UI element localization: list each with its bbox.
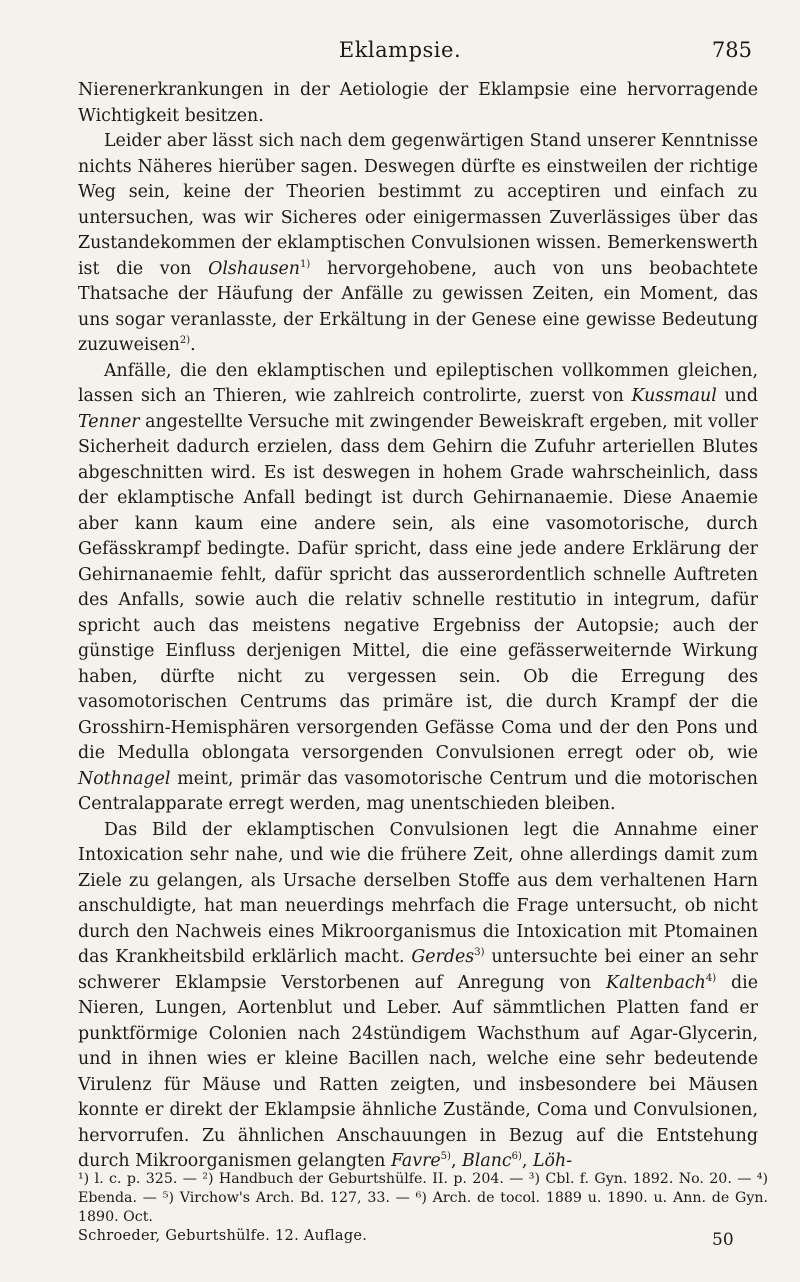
footnote-ref: 5) <box>440 1151 451 1163</box>
footnote-ref: 6) <box>511 1151 522 1163</box>
paragraph: Nierenerkrankungen in der Aetiologie der Eklampsie eine hervorragende Wichtigkeit besitzen. <box>78 80 758 126</box>
footnote-text: ¹) l. c. p. 325. — ²) Handbuch der Geburtshülfe. II. p. 204. — ³) Cbl. f. Gyn. 1892. No. 20. — ⁴) Ebenda. — ⁵) Virchow's Arch. Bd. 127, 33. — ⁶) Arch. de tocol. 1889 u. 1890. u. Ann. de Gyn. 1890. Oct. <box>78 1171 768 1225</box>
cited-author: Kussmaul <box>631 386 717 406</box>
page-header <box>0 38 800 68</box>
cited-author: Löh- <box>532 1151 573 1171</box>
paragraph: Leider aber lässt sich nach dem gegenwärtigen Stand unserer Kenntnisse nichts Näheres hierüber sagen. Deswegen dürfte es einstweilen der richtige Weg sein, keine der Theorien bestimmt zu acceptiren und einfach zu untersuchen, was wir Sicheres oder einigermassen Zuverlässiges über das Zustandekommen der eklamptischen Convulsionen wissen. Bemerkenswerth ist die von Olshausen$^{1)}$ hervorgehobene, auch von uns beobachtete Thatsache der Häufung der Anfälle zu gewissen Zeiten, ein Moment, das uns sogar veranlasste, der Erkältung in der Genese eine gewisse Bedeutung zuzuweisen$^{2)}$. <box>78 131 758 355</box>
running-title: Eklampsie. <box>338 38 462 62</box>
cited-author: Kaltenbach <box>605 972 706 993</box>
sheet-number: 50 <box>712 1230 734 1250</box>
book-series-line: Schroeder, Geburtshülfe. 12. Auflage. <box>78 1228 368 1244</box>
paragraph: Das Bild der eklamptischen Convulsionen legt die Annahme einer Intoxication sehr nahe, und wie die frühere Zeit, ohne allerdings damit zum Ziele zu gelangen, als Ursache derselben Stoffe aus dem verhaltenen Harn anschuldigte, hat man neuerdings mehrfach die Frage untersucht, ob nicht durch den Nachweis eines Mikroorganismus die Intoxication mit Ptomainen das Krankheitsbild erklärlich macht. Gerdes$^{3)}$ untersuchte bei einer an sehr schwerer Eklampsie Verstorbenen auf Anregung von Kaltenbach$^{4)}$ die Nieren, Lungen, Aortenblut und Leber. Auf sämmtlichen Platten fand er punktförmige Colonien nach 24stündigem Wachsthum auf Agar-Glycerin, und in ihnen wies er kleine Bacillen nach, welche eine sehr bedeutende Virulenz für Mäuse und Ratten zeigten, und insbesondere bei Mäusen konnte er direkt der Eklampsie ähnliche Zustände, Coma und Convulsionen, hervorrufen. Zu ähnlichen Anschauungen in Bezug auf die Entstehung durch Mikroorganismen gelangten Favre$^{5)}$, Blanc$^{6)}$, Löh- <box>78 819 759 1171</box>
cited-author: Favre <box>390 1151 441 1171</box>
cited-author: Blanc <box>462 1151 512 1171</box>
footnote-ref: 4) <box>705 972 717 984</box>
cited-author: Gerdes <box>411 947 475 967</box>
page-number: 785 <box>711 38 752 62</box>
cited-author: Olshausen <box>208 258 301 279</box>
footnote-ref: 3) <box>474 947 485 959</box>
footnotes <box>78 1170 768 1227</box>
cited-author: Nothnagel <box>78 768 171 789</box>
paragraph: Anfälle, die den eklamptischen und epileptischen vollkommen gleichen, lassen sich an Thieren, wie zahlreich controlirte, zuerst von Kussmaul und Tenner angestellte Versuche mit zwingender Beweiskraft ergeben, mit voller Sicherheit dadurch erzielen, dass dem Gehirn die Zufuhr arteriellen Blutes abgeschnitten wird. Es ist deswegen in hohem Grade wahrscheinlich, dass der eklamptische Anfall bedingt ist durch Gehirnanaemie. Diese Anaemie aber kann kaum eine andere sein, als eine vasomotorische, durch Gefässkrampf bedingte. Dafür spricht, dass eine jede andere Erklärung der Gehirnanaemie fehlt, dafür spricht das ausserordentlich schnelle Auftreten des Anfalls, sowie auch die relativ schnelle restitutio in integrum, dafür spricht auch das meistens negative Ergebniss der Autopsie; auch der günstige Einfluss derjenigen Mittel, die eine gefässerweiternde Wirkung haben, dürfte nicht zu vergessen sein. Ob die Erregung des vasomotorischen Centrums das primäre ist, die durch Krampf der die Grosshirn-Hemisphären versorgenden Gefässe Coma und der den Pons und die Medulla oblongata versorgenden Convulsionen erregt oder ob, wie Nothnagel meint, primär das vasomotorische Centrum und die motorischen Centralapparate erregt werden, mag unentschieden bleiben. <box>78 360 758 814</box>
body-text <box>78 78 758 1175</box>
footnote-ref: 2) <box>179 335 191 347</box>
footnote-ref: 1) <box>300 258 311 270</box>
page-footer <box>78 1228 768 1250</box>
cited-author: Tenner <box>78 411 140 432</box>
